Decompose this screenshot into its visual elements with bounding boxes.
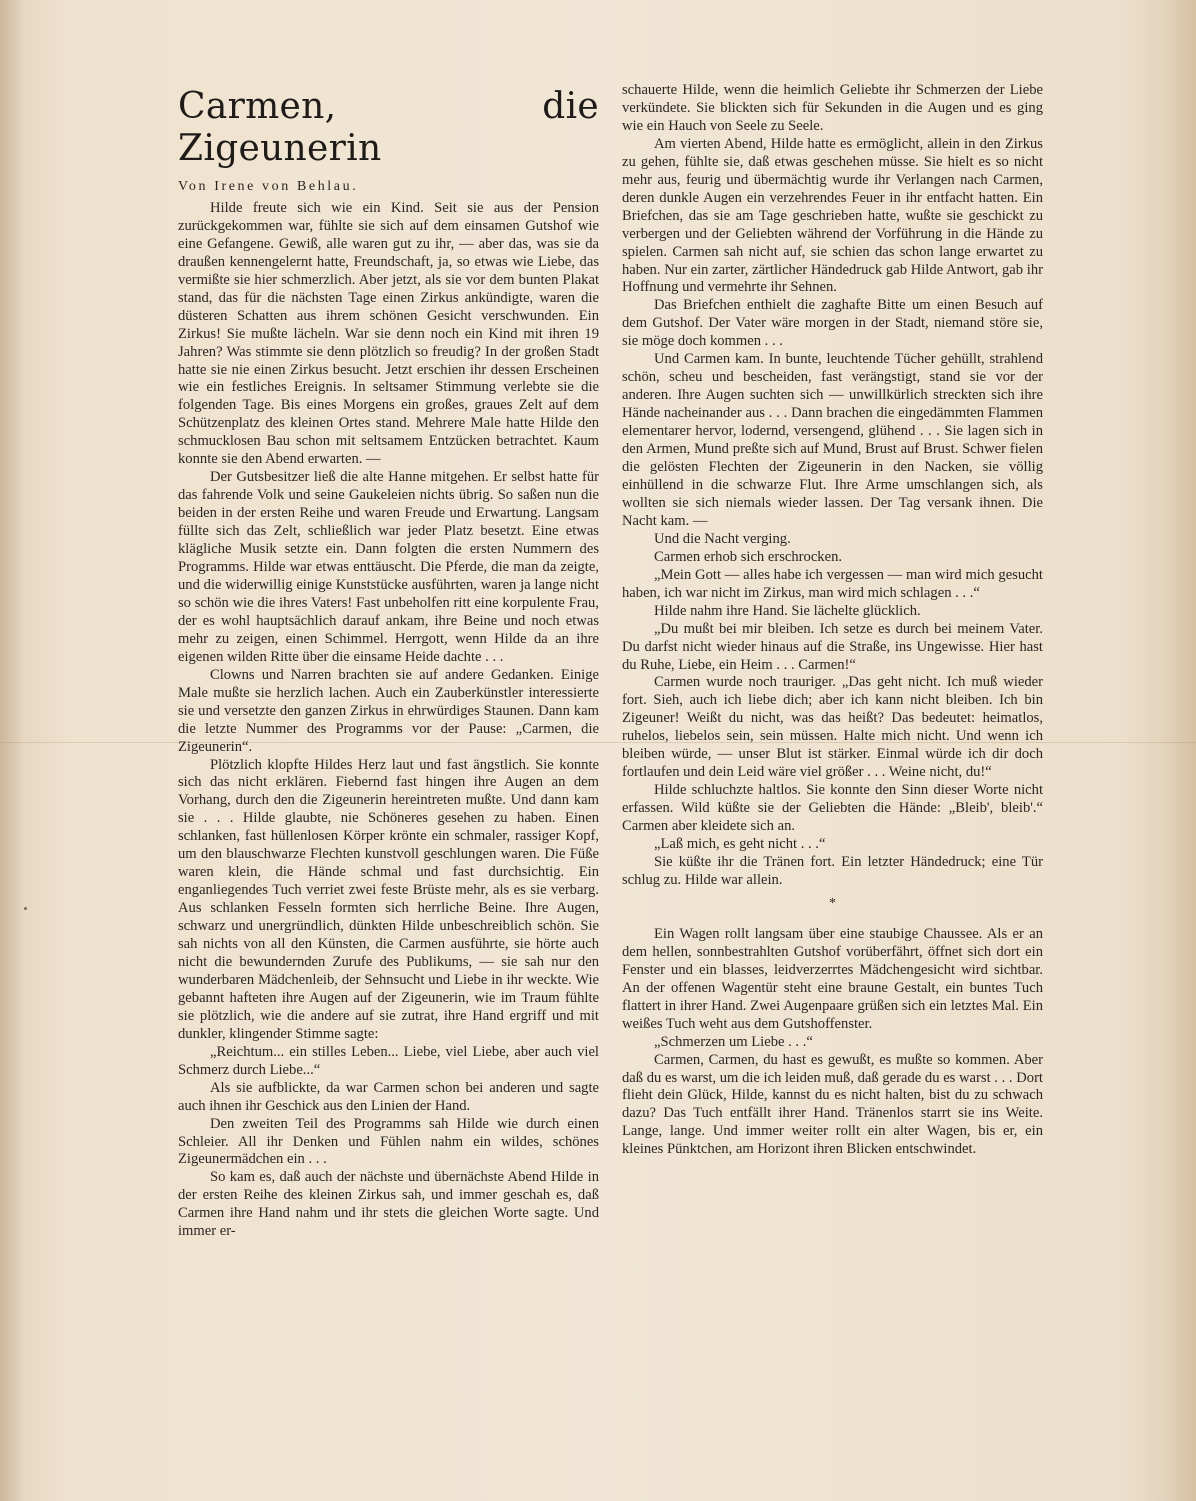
article-byline: Von Irene von Behlau. [178, 179, 359, 194]
paper-speck [24, 907, 27, 910]
paragraph: Am vierten Abend, Hilde hatte es ermöglicht, allein in den Zirkus zu gehen, fühlte sie, daß etwas geschehen müsse. Sie hielt es so nicht mehr aus, feurig und übermächtig wurde ihr Verlangen nach Carmen, deren dunkle Augen ein verzehrendes Feuer in ihr entfacht hatten. Ein Briefchen, das sie am Tage geschrieben hatte, wußte sie geschickt zu verbergen und der Geliebten während der Vorführung in die Hände zu spielen. Carmen sah nicht auf, sie schien das schon lange erwartet zu haben. Nur ein zarter, zärtlicher Händedruck gab Hilde Antwort, gab ihr Hoffnung und vermehrte ihr Sehnen. [622, 135, 1043, 296]
paragraph: Carmen, Carmen, du hast es gewußt, es mußte so kommen. Aber daß du es warst, um die ich leiden muß, daß gerade du es warst . . . Dort flieht dein Glück, Hilde, kannst du es nicht halten, bist du zu schwach dazu? Das Tuch entfällt ihrer Hand. Tränenlos starrt sie ins Weite. Lange, lange. Und immer weiter rollt ein alter Wagen, bis er, ein kleines Pünktchen, am Horizont ihren Blicken entschwindet. [622, 1051, 1043, 1158]
paragraph: Der Gutsbesitzer ließ die alte Hanne mitgehen. Er selbst hatte für das fahrende Volk und seine Gaukeleien nichts übrig. So saßen nun die beiden in der ersten Reihe und waren Freude und Erwartung. Langsam füllte sich das Zelt, schließlich war jeder Platz besetzt. Eine etwas klägliche Musik setzte ein. Dann folgten die ersten Nummern des Programms. Hilde war etwas enttäuscht. Die Pferde, die man da zeigte, und die widerwillig einige Kunststücke ausführten, waren ja lange nicht so schön wie die ihres Vaters! Fast unbeholfen ritt eine korpulente Frau, der es wohl hauptsächlich darauf ankam, ihre Beine und noch etwas mehr zu zeigen, einen Schimmel. Herrgott, wenn Hilde da an ihre eigenen wilden Ritte über die einsame Heide dachte . . . [178, 469, 599, 665]
paragraph: Carmen wurde noch trauriger. „Das geht nicht. Ich muß wieder fort. Sieh, auch ich liebe dich; aber ich kann nicht bleiben. Ich bin Zigeuner! Weißt du nicht, was das heißt? Das bedeutet: heimatlos, ruhelos, liebelos sein, sein müssen. Halte mich nicht. Und wenn ich bleiben würde, — unser Blut ist stärker. Einmal würde ich dir doch fortlaufen und dein Leid wäre viel größer . . . Weine nicht, du!“ [622, 674, 1043, 781]
paragraph: Das Briefchen enthielt die zaghafte Bitte um einen Besuch auf dem Gutshof. Der Vater wäre morgen in der Stadt, niemand störe sie, sie möge doch kommen . . . [622, 297, 1043, 350]
paragraph: Hilde nahm ihre Hand. Sie lächelte glücklich. [654, 602, 921, 619]
page-edge-shadow-right [1170, 0, 1196, 1501]
article-column-left [178, 82, 599, 1241]
paragraph: Als sie aufblickte, da war Carmen schon bei anderen und sagte auch ihnen ihr Geschick aus den Linien der Hand. [178, 1079, 599, 1114]
paragraph: Sie küßte ihr die Tränen fort. Ein letzter Händedruck; eine Tür schlug zu. Hilde war allein. [622, 853, 1043, 888]
paragraph: Und die Nacht verging. [654, 530, 791, 547]
paragraph: Hilde schluchzte haltlos. Sie konnte den Sinn dieser Worte nicht erfassen. Wild küßte sie der Geliebten die Hände: „Bleib', bleib'.“ Carmen aber kleidete sich an. [622, 782, 1043, 835]
paragraph: Plötzlich klopfte Hildes Herz laut und fast ängstlich. Sie konnte sich das nicht erklären. Fiebernd fast hingen ihre Augen an dem Vorhang, durch den die Zigeunerin hereintreten mußte. Und dann kam sie . . . Hilde glaubte, nie Schöneres gesehen zu haben. Einen schlanken, fast hüllenlosen Körper krönte ein schmaler, rassiger Kopf, um den blauschwarze Flechten kunstvoll geschlungen waren. Die Füße waren klein, die Hände schmal und fast durchsichtig. Ein enganliegendes Tuch verriet zwei feste Brüste mehr, als es sie verbarg. Aus schlanken Fesseln formten sich herrliche Beine. Ihre Augen, schwarz und unergründlich, dünkten Hilde unbeschreiblich schön. Sie sah nichts von all den Künsten, die Carmen ausführte, sie hörte auch nicht die bewundernden Zurufe des Publikums, — sie sah nur den wunderbaren Mädchenleib, der Sehnsucht und Liebe in ihr weckte. Wie gebannt hafteten ihre Augen auf der Zigeunerin, wie im Traum fühlte sie plötzlich, wie die andere auf sie zutrat, ihre Hand ergriff und mit dunkler, klingender Stimme sagte: [178, 756, 599, 1042]
paragraph: Hilde freute sich wie ein Kind. Seit sie aus der Pension zurückgekommen war, fühlte sie sich auf dem einsamen Gutshof wie eine Gefangene. Gewiß, alle waren gut zu ihr, — aber das, was sie da draußen kennengelernt hatte, Freundschaft, ja, so etwas wie Liebe, das vermißte sie hier schmerzlich. Aber jetzt, als sie vor dem bunten Plakat stand, das für die nächsten Tage einen Zirkus ankündigte, waren die düsteren Schatten aus ihrem schönen Gesicht verschwunden. Ein Zirkus! Sie mußte lächeln. War sie denn noch ein Kind mit ihren 19 Jahren? Was stimmte sie denn plötzlich so freudig? In der großen Stadt hatte sie nie einen Zirkus besucht. Jetzt erschien ihr dessen Erscheinen wie ein festliches Ereignis. In seltsamer Stimmung verlebte sie die folgenden Tage. Bis eines Morgens ein großes, graues Zelt auf dem Schützenplatz des kleinen Ortes stand. Mehrere Male hatte Hilde den schmucklosen Bau schon mit seltsamem Entzücken betrachtet. Kaum konnte sie den Abend erwarten. — [178, 199, 599, 468]
paragraph: So kam es, daß auch der nächste und übernächste Abend Hilde in der ersten Reihe des kleinen Zirkus sah, und immer geschah es, daß Carmen ihre Hand nahm und ihr stets die gleichen Worte sagte. Und immer er- [178, 1169, 599, 1240]
paragraph: „Du mußt bei mir bleiben. Ich setze es durch bei meinem Vater. Du darfst nicht wieder hinaus auf die Straße, ins Ungewisse. Hier hast du Ruhe, Liebe, ein Heim . . . Carmen!“ [622, 620, 1043, 673]
paragraph: schauerte Hilde, wenn die heimlich Geliebte ihr Schmerzen der Liebe verkündete. Sie blickten sich für Sekunden in die Augen und es ging wie ein Hauch von Seele zu Seele. [622, 82, 1043, 134]
paragraph: Und Carmen kam. In bunte, leuchtende Tücher gehüllt, strahlend schön, scheu und bescheiden, fast verängstigt, stand sie vor der anderen. Ihre Augen suchten sich — unwillkürlich streckten sich ihre Hände nacheinander aus . . . Dann brachen die eingedämmten Flammen elementarer hervor, lodernd, versengend, glühend . . . Sie lagen sich in den Armen, Mund preßte sich auf Mund, Brust auf Brust. Schwer fielen die gelösten Flechten der Zigeunerin in den Nacken, sie völlig einhüllend in die schwarze Flut. Ihre Arme umschlangen sich, als wollten sie sich niemals wieder lassen. Der Tag versank ihnen. Die Nacht kam. — [622, 351, 1043, 529]
page-edge-shadow-left [0, 0, 24, 1501]
paragraph: Clowns und Narren brachten sie auf andere Gedanken. Einige Male mußte sie herzlich lachen. Auch ein Zauberkünstler interessierte sie und versetzte den ganzen Zirkus in ehrwürdiges Staunen. Dann kam die letzte Nummer des Programms vor der Pause: „Carmen, die Zigeunerin“. [178, 666, 599, 755]
paragraph: Ein Wagen rollt langsam über eine staubige Chaussee. Als er an dem hellen, sonnbestrahlten Gutshof vorüberfährt, öffnet sich dort ein Fenster und ein blasses, leidverzerrtes Mädchengesicht wird sichtbar. An der offenen Wagentür steht eine braune Gestalt, ein buntes Tuch flattert in ihrer Hand. Zwei Augenpaare grüßen sich ein letztes Mal. Ein weißes Tuch weht aus dem Gutshoffenster. [622, 925, 1043, 1032]
article-column-right [622, 82, 1043, 1159]
section-separator-asterisk: * [829, 895, 836, 911]
paragraph: „Mein Gott — alles habe ich vergessen — man wird mich gesucht haben, ich war nicht im Zirkus, man wird mich schlagen . . .“ [622, 566, 1043, 601]
paragraph: Den zweiten Teil des Programms sah Hilde wie durch einen Schleier. All ihr Denken und Fühlen nahm ein wildes, schönes Zigeunermädchen ein . . . [178, 1115, 599, 1168]
paragraph: „Laß mich, es geht nicht . . .“ [654, 836, 826, 853]
paragraph: „Schmerzen um Liebe . . .“ [654, 1033, 813, 1050]
paragraph: „Reichtum... ein stilles Leben... Liebe, viel Liebe, aber auch viel Schmerz durch Liebe...“ [178, 1043, 599, 1078]
paragraph: Carmen erhob sich erschrocken. [654, 548, 843, 565]
article-title: Carmen, die Zigeunerin [178, 86, 599, 169]
